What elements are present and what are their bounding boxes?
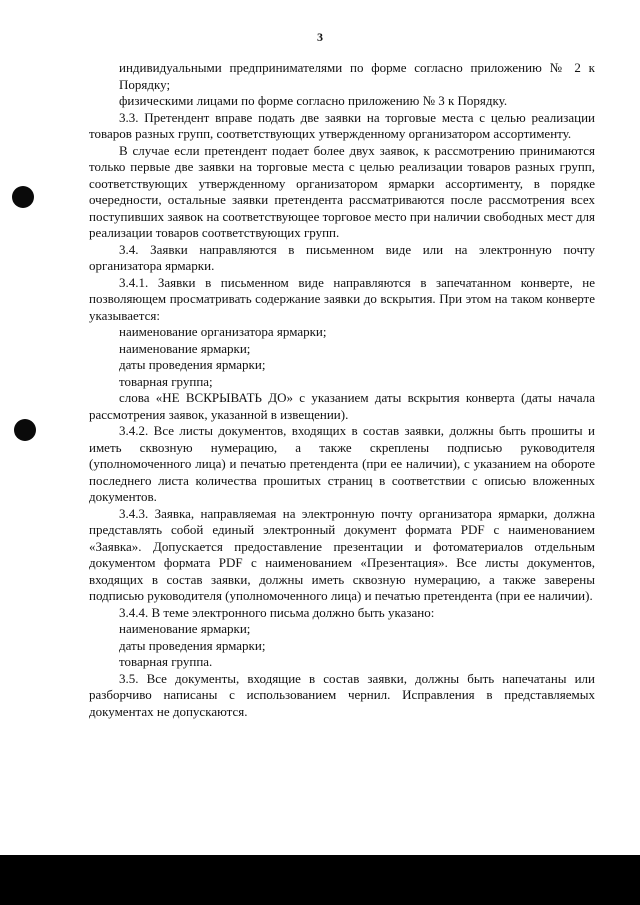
scan-bottom-border: [0, 855, 640, 905]
paragraph: 3.5. Все документы, входящие в состав заявки, должны быть напечатаны или разборчиво написаны с использованием чернил. Исправления в представляемых документах не допускаются.: [89, 670, 595, 719]
page-number: 3: [317, 30, 323, 44]
list-item: товарная группа.: [119, 654, 213, 669]
paragraph: индивидуальными предпринимателями по форме согласно приложению № 2 к Порядку;: [119, 60, 595, 92]
paragraph: 3.4.1. Заявки в письменном виде направляются в запечатанном конверте, не позволяющем просматривать содержание заявки до вскрытия. При этом на таком конверте указывается:: [89, 274, 595, 323]
paragraph: В случае если претендент подает более двух заявок, к рассмотрению принимаются только первые две заявки на торговые места с целью реализации товаров разных групп, соответствующих утвержденному организатором ярмарки ассортименту, в порядке очередности, остальные заявки претендента рассматриваются после рассмотрения всех поступивших заявок на соответствующее торговое место при наличии свободных мест для реализации товаров соответствующих групп.: [89, 142, 595, 240]
paragraph: физическими лицами по форме согласно приложению № 3 к Порядку.: [119, 93, 508, 108]
document-body: [89, 60, 595, 720]
list-item: наименование организатора ярмарки;: [119, 324, 327, 339]
list-item: наименование ярмарки;: [119, 621, 251, 636]
punch-hole-bottom: [14, 419, 36, 441]
list-item: даты проведения ярмарки;: [119, 357, 266, 372]
paragraph: 3.3. Претендент вправе подать две заявки на торговые места с целью реализации товаров разных групп, соответствующих утвержденному организатором ассортименту.: [89, 109, 595, 141]
list-item: даты проведения ярмарки;: [119, 637, 266, 653]
paragraph: слова «НЕ ВСКРЫВАТЬ ДО» с указанием даты вскрытия конверта (даты начала рассмотрения заявок, указанной в извещении).: [89, 390, 595, 422]
paragraph: 3.4.3. Заявка, направляемая на электронную почту организатора ярмарки, должна представлять собой единый электронный документ формата PDF с наименованием «Заявка». Допускается предоставление презентации и фотоматериалов отдельным документом формата PDF с наименованием «Презентация». Все листы документов, входящих в состав заявки, должны иметь сквозную нумерацию, а также заверены подписью руководителя (уполномоченного лица) и печатью претендента (при ее наличии).: [89, 505, 595, 603]
paragraph: 3.4. Заявки направляются в письменном виде или на электронную почту организатора ярмарки.: [89, 241, 595, 273]
paragraph: 3.4.2. Все листы документов, входящих в состав заявки, должны быть прошиты и иметь сквозную нумерацию, а также скреплены подписью руководителя (уполномоченного лица) и печатью претендента (при ее наличии), с указанием на обороте последнего листа количества прошитых страниц в соответствии с описью вложенных документов.: [89, 423, 595, 504]
paragraph: 3.4.4. В теме электронного письма должно быть указано:: [119, 604, 435, 620]
list-item: товарная группа;: [119, 373, 213, 389]
punch-hole-top: [12, 186, 34, 208]
list-item: наименование ярмарки;: [119, 340, 251, 356]
